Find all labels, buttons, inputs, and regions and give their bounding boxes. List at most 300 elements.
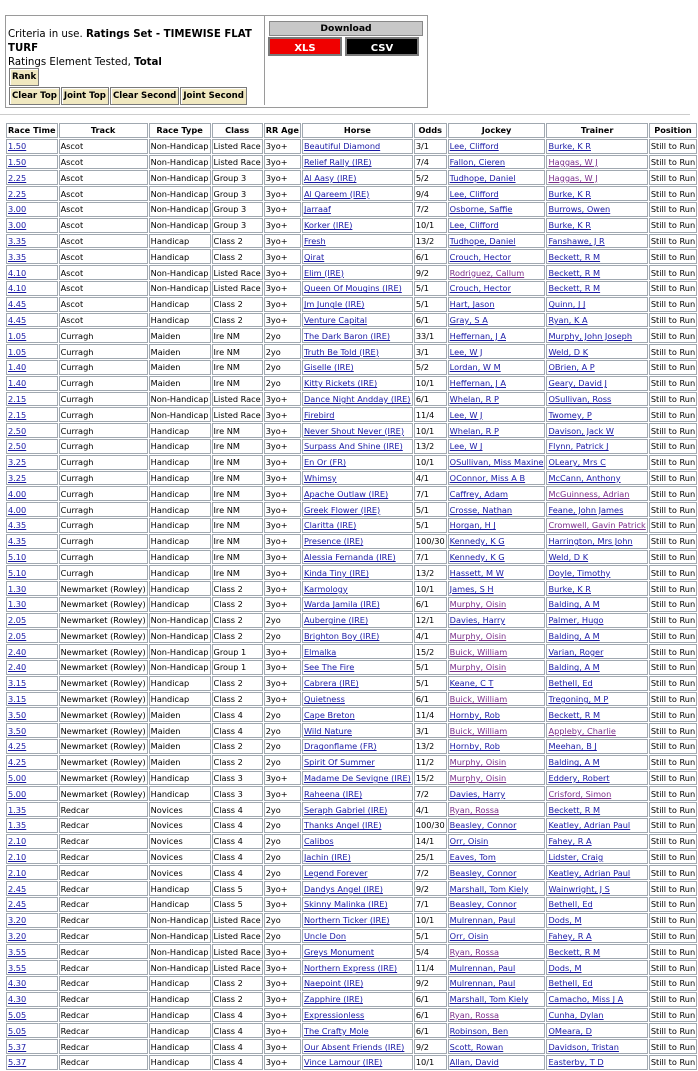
trainer-link[interactable]: OBrien, A P — [548, 362, 595, 373]
race-time-link[interactable]: 2.40 — [8, 646, 27, 657]
horse-link[interactable]: Relief Rally (IRE) — [303, 156, 372, 167]
race-time-link[interactable]: 1.50 — [8, 141, 27, 152]
horse-link[interactable]: See The Fire — [303, 662, 355, 673]
header-track[interactable]: Track — [59, 123, 148, 138]
race-time-link[interactable]: 3.55 — [8, 946, 27, 957]
horse-link[interactable]: Korker (IRE) — [303, 220, 353, 231]
jockey-link[interactable]: Lee, Clifford — [449, 188, 499, 199]
jockey-cell — [448, 1008, 546, 1023]
trainer-link[interactable]: Fahey, R A — [548, 836, 592, 847]
trainer-link[interactable]: Burke, K R — [548, 141, 591, 152]
jockey-link[interactable]: Lee, W J — [449, 409, 483, 420]
horse-link[interactable]: Kitty Rickets (IRE) — [303, 378, 378, 389]
horse-link[interactable]: Aubergine (IRE) — [303, 615, 369, 626]
position-cell: Still to Run — [649, 929, 697, 944]
horse-link[interactable]: Dance Night Andday (IRE) — [303, 393, 411, 404]
trainer-link[interactable]: Eddery, Robert — [548, 773, 610, 784]
trainer-link[interactable]: Dods, M — [548, 915, 582, 926]
jockey-link[interactable]: Davies, Harry — [449, 615, 506, 626]
horse-link[interactable]: Alessia Fernanda (IRE) — [303, 551, 396, 562]
race-time-link[interactable]: 2.25 — [8, 188, 27, 199]
table-row — [6, 360, 697, 375]
horse-link[interactable]: Apache Outlaw (IRE) — [303, 488, 389, 499]
horse-link[interactable]: Dragonflame (FR) — [303, 741, 377, 752]
jockey-link[interactable]: Beasley, Connor — [449, 867, 517, 878]
jockey-link[interactable]: Murphy, Oisin — [449, 773, 507, 784]
trainer-link[interactable]: Bethell, Ed — [548, 678, 593, 689]
horse-link[interactable]: Cabrera (IRE) — [303, 678, 359, 689]
horse-link[interactable]: Surpass And Shine (IRE) — [303, 441, 403, 452]
trainer-link[interactable]: Weld, D K — [548, 346, 589, 357]
race-time-link[interactable]: 4.25 — [8, 757, 27, 768]
age-cell: 3yo+ — [264, 392, 301, 407]
trainer-link[interactable]: Appleby, Charlie — [548, 725, 616, 736]
header-position[interactable]: Position — [649, 123, 697, 138]
jockey-link[interactable]: Eaves, Tom — [449, 852, 496, 863]
trainer-link[interactable]: Fanshawe, J R — [548, 235, 605, 246]
jockey-link[interactable]: Murphy, Oisin — [449, 630, 507, 641]
race-time-link[interactable]: 5.05 — [8, 1010, 27, 1021]
jockey-link[interactable]: Tudhope, Daniel — [449, 235, 516, 246]
jockey-link[interactable]: Ryan, Rossa — [449, 804, 500, 815]
race-time-link[interactable]: 4.45 — [8, 299, 27, 310]
race-time-link[interactable]: 3.35 — [8, 251, 27, 262]
race-time-link[interactable]: 3.25 — [8, 472, 27, 483]
horse-link[interactable]: Giselle (IRE) — [303, 362, 354, 373]
race-time-link[interactable]: 1.05 — [8, 346, 27, 357]
jockey-link[interactable]: Lee, W J — [449, 441, 483, 452]
jockey-link[interactable]: Mulrennan, Paul — [449, 978, 516, 989]
clear-top-button[interactable]: Clear Top — [9, 87, 60, 105]
trainer-link[interactable]: OSullivan, Ross — [548, 393, 612, 404]
position-cell: Still to Run — [649, 881, 697, 896]
header-race-type[interactable]: Race Type — [149, 123, 211, 138]
trainer-link[interactable]: Cunha, Dylan — [548, 1010, 604, 1021]
horse-link[interactable]: Al Aasy (IRE) — [303, 172, 357, 183]
age-cell: 3yo+ — [264, 1055, 301, 1070]
trainer-link[interactable]: Wainwright, J S — [548, 883, 610, 894]
jockey-link[interactable]: Crosse, Nathan — [449, 504, 513, 515]
trainer-link[interactable]: Davidson, Tristan — [548, 1041, 619, 1052]
trainer-link[interactable]: Burke, K R — [548, 220, 591, 231]
jockey-link[interactable]: Beasley, Connor — [449, 899, 517, 910]
horse-cell — [302, 376, 413, 391]
joint-second-button[interactable]: Joint Second — [180, 87, 247, 105]
table-row — [6, 297, 697, 312]
horse-link[interactable]: Wild Nature — [303, 725, 352, 736]
jockey-cell — [448, 518, 546, 533]
race-time-link[interactable]: 2.15 — [8, 409, 27, 420]
header-class[interactable]: Class — [212, 123, 263, 138]
trainer-link[interactable]: Ryan, K A — [548, 314, 588, 325]
race-time-link[interactable]: 5.00 — [8, 773, 27, 784]
horse-link[interactable]: Raheena (IRE) — [303, 788, 363, 799]
race-time-link[interactable]: 3.15 — [8, 678, 27, 689]
trainer-link[interactable]: Beckett, R M — [548, 709, 601, 720]
jockey-cell — [448, 455, 546, 470]
horse-cell — [302, 1039, 413, 1054]
trainer-link[interactable]: Cromwell, Gavin Patrick — [548, 520, 646, 531]
jockey-link[interactable]: Whelan, R P — [449, 425, 499, 436]
trainer-link[interactable]: McGuinness, Adrian — [548, 488, 630, 499]
trainer-link[interactable]: Bethell, Ed — [548, 899, 593, 910]
trainer-link[interactable]: Davison, Jack W — [548, 425, 614, 436]
jockey-link[interactable]: Lee, Clifford — [449, 141, 499, 152]
race-time-link[interactable]: 2.50 — [8, 441, 27, 452]
trainer-link[interactable]: Fahey, R A — [548, 931, 592, 942]
trainer-link[interactable]: Haggas, W J — [548, 156, 598, 167]
age-cell: 2yo — [264, 755, 301, 770]
trainer-link[interactable]: Beckett, R M — [548, 283, 601, 294]
race-time-link[interactable]: 1.30 — [8, 583, 27, 594]
horse-link[interactable]: Seraph Gabriel (IRE) — [303, 804, 388, 815]
jockey-link[interactable]: Kennedy, K G — [449, 551, 505, 562]
race-type-cell: Handicap — [149, 455, 211, 470]
race-time-link[interactable]: 2.10 — [8, 867, 27, 878]
horse-link[interactable]: Beautiful Diamond — [303, 141, 381, 152]
odds-cell: 4/1 — [414, 471, 447, 486]
horse-link[interactable]: Vince Lamour (IRE) — [303, 1057, 383, 1068]
horse-link[interactable]: Calibos — [303, 836, 334, 847]
position-cell: Still to Run — [649, 313, 697, 328]
race-time-link[interactable]: 4.00 — [8, 488, 27, 499]
race-time-link[interactable]: 1.35 — [8, 804, 27, 815]
trainer-link[interactable]: Quinn, J J — [548, 299, 586, 310]
horse-cell — [302, 1055, 413, 1070]
jockey-link[interactable]: Murphy, Oisin — [449, 599, 507, 610]
trainer-link[interactable]: Beckett, R M — [548, 946, 601, 957]
jockey-link[interactable]: Whelan, R P — [449, 393, 499, 404]
jockey-link[interactable]: Buick, William — [449, 694, 508, 705]
horse-link[interactable]: Truth Be Told (IRE) — [303, 346, 379, 357]
joint-top-button[interactable]: Joint Top — [61, 87, 109, 105]
race-time-link[interactable]: 3.00 — [8, 204, 27, 215]
trainer-link[interactable]: Camacho, Miss J A — [548, 994, 624, 1005]
race-time-link[interactable]: 5.10 — [8, 567, 27, 578]
trainer-link[interactable]: Burrows, Owen — [548, 204, 611, 215]
horse-link[interactable]: Northern Ticker (IRE) — [303, 915, 390, 926]
trainer-link[interactable]: Balding, A M — [548, 630, 600, 641]
race-time-link[interactable]: 2.40 — [8, 662, 27, 673]
table-row — [6, 897, 697, 912]
odds-cell: 11/4 — [414, 707, 447, 722]
horse-link[interactable]: Zapphire (IRE) — [303, 994, 363, 1005]
race-time-cell — [6, 676, 58, 691]
position-cell: Still to Run — [649, 439, 697, 454]
trainer-link[interactable]: OMeara, D — [548, 1025, 592, 1036]
trainer-link[interactable]: Crisford, Simon — [548, 788, 612, 799]
header-trainer[interactable]: Trainer — [546, 123, 647, 138]
jockey-link[interactable]: Hornby, Rob — [449, 741, 501, 752]
horse-link[interactable]: Greek Flower (IRE) — [303, 504, 381, 515]
jockey-link[interactable]: Fallon, Cieren — [449, 156, 506, 167]
horse-link[interactable]: Dandys Angel (IRE) — [303, 883, 383, 894]
jockey-link[interactable]: Davies, Harry — [449, 788, 506, 799]
race-time-link[interactable]: 4.00 — [8, 504, 27, 515]
race-time-link[interactable]: 3.55 — [8, 962, 27, 973]
race-time-link[interactable]: 4.10 — [8, 267, 27, 278]
age-cell: 3yo+ — [264, 439, 301, 454]
horse-link[interactable]: The Dark Baron (IRE) — [303, 330, 391, 341]
trainer-link[interactable]: Beckett, R M — [548, 251, 601, 262]
trainer-link[interactable]: Twomey, P — [548, 409, 592, 420]
horse-link[interactable]: Venture Capital — [303, 314, 368, 325]
race-time-link[interactable]: 3.35 — [8, 235, 27, 246]
horse-link[interactable]: Legend Forever — [303, 867, 368, 878]
odds-cell: 7/4 — [414, 155, 447, 170]
jockey-link[interactable]: Mulrennan, Paul — [449, 962, 516, 973]
trainer-link[interactable]: Varian, Roger — [548, 646, 604, 657]
jockey-link[interactable]: OConnor, Miss A B — [449, 472, 526, 483]
jockey-link[interactable]: Murphy, Oisin — [449, 757, 507, 768]
jockey-link[interactable]: Ryan, Rossa — [449, 1010, 500, 1021]
horse-link[interactable]: Jarraaf — [303, 204, 331, 215]
age-cell: 3yo+ — [264, 1039, 301, 1054]
race-time-link[interactable]: 2.45 — [8, 899, 27, 910]
race-time-link[interactable]: 3.50 — [8, 725, 27, 736]
jockey-link[interactable]: Ryan, Rossa — [449, 946, 500, 957]
jockey-link[interactable]: Buick, William — [449, 725, 508, 736]
trainer-link[interactable]: Balding, A M — [548, 599, 600, 610]
horse-link[interactable]: Spirit Of Summer — [303, 757, 375, 768]
race-time-link[interactable]: 1.35 — [8, 820, 27, 831]
race-time-link[interactable]: 5.37 — [8, 1041, 27, 1052]
trainer-link[interactable]: Geary, David J — [548, 378, 607, 389]
horse-link[interactable]: Greys Monument — [303, 946, 375, 957]
trainer-link[interactable]: Meehan, B J — [548, 741, 597, 752]
race-time-link[interactable]: 2.05 — [8, 615, 27, 626]
jockey-link[interactable]: Osborne, Saffie — [449, 204, 513, 215]
race-time-link[interactable]: 3.25 — [8, 457, 27, 468]
trainer-link[interactable]: Dods, M — [548, 962, 582, 973]
jockey-link[interactable]: Rodriguez, Callum — [449, 267, 525, 278]
trainer-link[interactable]: Beckett, R M — [548, 267, 601, 278]
jockey-link[interactable]: Orr, Oisin — [449, 931, 489, 942]
horse-link[interactable]: Jm Jungle (IRE) — [303, 299, 365, 310]
jockey-link[interactable]: Beasley, Connor — [449, 820, 517, 831]
race-time-link[interactable]: 2.15 — [8, 393, 27, 404]
trainer-link[interactable]: Bethell, Ed — [548, 978, 593, 989]
trainer-link[interactable]: Doyle, Timothy — [548, 567, 611, 578]
jockey-link[interactable]: Crouch, Hector — [449, 251, 511, 262]
jockey-link[interactable]: Lee, W J — [449, 346, 483, 357]
jockey-link[interactable]: Lee, Clifford — [449, 220, 499, 231]
horse-cell — [302, 234, 413, 249]
xls-download-button[interactable]: XLS — [268, 37, 342, 56]
trainer-cell — [546, 534, 647, 549]
header-horse[interactable]: Horse — [302, 123, 413, 138]
race-time-link[interactable]: 5.37 — [8, 1057, 27, 1068]
race-time-link[interactable]: 3.00 — [8, 220, 27, 231]
jockey-link[interactable]: Marshall, Tom Kiely — [449, 994, 529, 1005]
jockey-link[interactable]: Crouch, Hector — [449, 283, 511, 294]
header-race-time[interactable]: Race Time — [6, 123, 58, 138]
jockey-cell — [448, 186, 546, 201]
track-cell: Ascot — [59, 155, 148, 170]
race-time-link[interactable]: 4.10 — [8, 283, 27, 294]
header-odds[interactable]: Odds — [414, 123, 447, 138]
track-cell: Newmarket (Rowley) — [59, 707, 148, 722]
trainer-link[interactable]: Palmer, Hugo — [548, 615, 604, 626]
trainer-link[interactable]: McCann, Anthony — [548, 472, 621, 483]
race-time-link[interactable]: 4.35 — [8, 536, 27, 547]
horse-link[interactable]: Presence (IRE) — [303, 536, 364, 547]
jockey-cell — [448, 534, 546, 549]
trainer-link[interactable]: Haggas, W J — [548, 172, 598, 183]
jockey-link[interactable]: Orr, Oisin — [449, 836, 489, 847]
jockey-link[interactable]: Horgan, H J — [449, 520, 496, 531]
jockey-link[interactable]: Mulrennan, Paul — [449, 915, 516, 926]
horse-link[interactable]: Madame De Sevigne (IRE) — [303, 773, 411, 784]
race-time-link[interactable]: 2.05 — [8, 630, 27, 641]
horse-link[interactable]: Qirat — [303, 251, 325, 262]
race-time-link[interactable]: 4.25 — [8, 741, 27, 752]
horse-link[interactable]: Quietness — [303, 694, 345, 705]
csv-download-button[interactable]: CSV — [345, 37, 419, 56]
trainer-link[interactable]: Flynn, Patrick J — [548, 441, 609, 452]
horse-link[interactable]: Naepoint (IRE) — [303, 978, 364, 989]
race-time-link[interactable]: 3.15 — [8, 694, 27, 705]
class-cell: Class 4 — [212, 707, 263, 722]
horse-link[interactable]: Al Qareem (IRE) — [303, 188, 370, 199]
horse-link[interactable]: The Crafty Mole — [303, 1025, 369, 1036]
trainer-link[interactable]: Keatley, Adrian Paul — [548, 867, 631, 878]
horse-link[interactable]: Thanks Angel (IRE) — [303, 820, 382, 831]
horse-link[interactable]: Fresh — [303, 235, 326, 246]
jockey-link[interactable]: Scott, Rowan — [449, 1041, 504, 1052]
race-time-link[interactable]: 4.30 — [8, 978, 27, 989]
horse-link[interactable]: Our Absent Friends (IRE) — [303, 1041, 405, 1052]
trainer-link[interactable]: Easterby, T D — [548, 1057, 604, 1068]
race-time-link[interactable]: 4.30 — [8, 994, 27, 1005]
trainer-link[interactable]: OLeary, Mrs C — [548, 457, 606, 468]
trainer-link[interactable]: Harrington, Mrs John — [548, 536, 633, 547]
jockey-link[interactable]: Buick, William — [449, 646, 508, 657]
race-time-link[interactable]: 4.35 — [8, 520, 27, 531]
trainer-link[interactable]: Lidster, Craig — [548, 852, 604, 863]
race-time-link[interactable]: 1.30 — [8, 599, 27, 610]
race-time-link[interactable]: 2.10 — [8, 852, 27, 863]
race-time-link[interactable]: 2.25 — [8, 172, 27, 183]
jockey-link[interactable]: Murphy, Oisin — [449, 662, 507, 673]
jockey-cell — [448, 486, 546, 501]
horse-link[interactable]: Kinda Tiny (IRE) — [303, 567, 369, 578]
race-time-link[interactable]: 1.50 — [8, 156, 27, 167]
horse-link[interactable]: Brighton Boy (IRE) — [303, 630, 380, 641]
trainer-link[interactable]: Feane, John James — [548, 504, 624, 515]
odds-cell: 5/1 — [414, 676, 447, 691]
table-row — [6, 471, 697, 486]
trainer-link[interactable]: Balding, A M — [548, 662, 600, 673]
position-cell: Still to Run — [649, 392, 697, 407]
race-time-link[interactable]: 1.40 — [8, 362, 27, 373]
jockey-link[interactable]: Tudhope, Daniel — [449, 172, 516, 183]
race-time-link[interactable]: 3.50 — [8, 709, 27, 720]
jockey-link[interactable]: Allan, David — [449, 1057, 499, 1068]
header-rr-age[interactable]: RR Age — [264, 123, 301, 138]
jockey-link[interactable]: OSullivan, Miss Maxine — [449, 457, 544, 468]
horse-link[interactable]: Elmalka — [303, 646, 337, 657]
trainer-link[interactable]: Murphy, John Joseph — [548, 330, 633, 341]
horse-link[interactable]: Uncle Don — [303, 931, 347, 942]
jockey-link[interactable]: Hassett, M W — [449, 567, 504, 578]
race-time-cell — [6, 660, 58, 675]
race-time-link[interactable]: 5.00 — [8, 788, 27, 799]
header-jockey[interactable]: Jockey — [448, 123, 546, 138]
race-time-link[interactable]: 3.20 — [8, 915, 27, 926]
trainer-link[interactable]: Tregoning, M P — [548, 694, 609, 705]
horse-link[interactable]: Jachin (IRE) — [303, 852, 351, 863]
jockey-link[interactable]: James, S H — [449, 583, 494, 594]
horse-link[interactable]: Expressionless — [303, 1010, 365, 1021]
jockey-link[interactable]: Hart, Jason — [449, 299, 495, 310]
trainer-link[interactable]: Burke, K R — [548, 188, 591, 199]
jockey-link[interactable]: Caffrey, Adam — [449, 488, 508, 499]
rank-button[interactable]: Rank — [9, 68, 39, 86]
race-time-link[interactable]: 2.45 — [8, 883, 27, 894]
horse-link[interactable]: Elim (IRE) — [303, 267, 344, 278]
jockey-link[interactable]: Marshall, Tom Kiely — [449, 883, 529, 894]
jockey-link[interactable]: Gray, S A — [449, 314, 488, 325]
horse-link[interactable]: Northern Express (IRE) — [303, 962, 398, 973]
horse-link[interactable]: Claritta (IRE) — [303, 520, 357, 531]
race-time-link[interactable]: 2.50 — [8, 425, 27, 436]
jockey-link[interactable]: Kennedy, K G — [449, 536, 505, 547]
horse-link[interactable]: Queen Of Mougins (IRE) — [303, 283, 402, 294]
race-time-link[interactable]: 4.45 — [8, 314, 27, 325]
race-type-cell: Handicap — [149, 249, 211, 264]
clear-second-button[interactable]: Clear Second — [110, 87, 179, 105]
jockey-link[interactable]: Heffernan, J A — [449, 330, 506, 341]
race-time-link[interactable]: 5.05 — [8, 1025, 27, 1036]
jockey-cell — [448, 392, 546, 407]
jockey-link[interactable]: Keane, C T — [449, 678, 494, 689]
jockey-link[interactable]: Hornby, Rob — [449, 709, 501, 720]
table-row — [6, 565, 697, 580]
jockey-link[interactable]: Heffernan, J A — [449, 378, 506, 389]
trainer-link[interactable]: Balding, A M — [548, 757, 600, 768]
race-time-link[interactable]: 1.05 — [8, 330, 27, 341]
position-cell: Still to Run — [649, 629, 697, 644]
trainer-link[interactable]: Weld, D K — [548, 551, 589, 562]
horse-link[interactable]: Whimsy — [303, 472, 337, 483]
jockey-link[interactable]: Lordan, W M — [449, 362, 501, 373]
race-type-cell: Non-Handicap — [149, 660, 211, 675]
horse-cell — [302, 771, 413, 786]
horse-link[interactable]: Skinny Malinka (IRE) — [303, 899, 388, 910]
jockey-link[interactable]: Robinson, Ben — [449, 1025, 509, 1036]
horse-link[interactable]: Karmology — [303, 583, 348, 594]
race-time-cell — [6, 644, 58, 659]
horse-link[interactable]: Warda Jamila (IRE) — [303, 599, 380, 610]
ratings-set-label: Ratings Set - TIMEWISE FLAT TURF — [8, 29, 252, 54]
race-time-link[interactable]: 5.10 — [8, 551, 27, 562]
horse-link[interactable]: En Or (FR) — [303, 457, 347, 468]
jockey-cell — [448, 234, 546, 249]
race-time-link[interactable]: 1.40 — [8, 378, 27, 389]
trainer-link[interactable]: Burke, K R — [548, 583, 591, 594]
horse-link[interactable]: Firebird — [303, 409, 335, 420]
race-time-link[interactable]: 2.10 — [8, 836, 27, 847]
horse-link[interactable]: Cape Breton — [303, 709, 355, 720]
trainer-link[interactable]: Keatley, Adrian Paul — [548, 820, 631, 831]
race-time-link[interactable]: 3.20 — [8, 931, 27, 942]
horse-cell — [302, 818, 413, 833]
trainer-link[interactable]: Beckett, R M — [548, 804, 601, 815]
jockey-cell — [448, 660, 546, 675]
position-cell: Still to Run — [649, 550, 697, 565]
horse-link[interactable]: Never Shout Never (IRE) — [303, 425, 405, 436]
